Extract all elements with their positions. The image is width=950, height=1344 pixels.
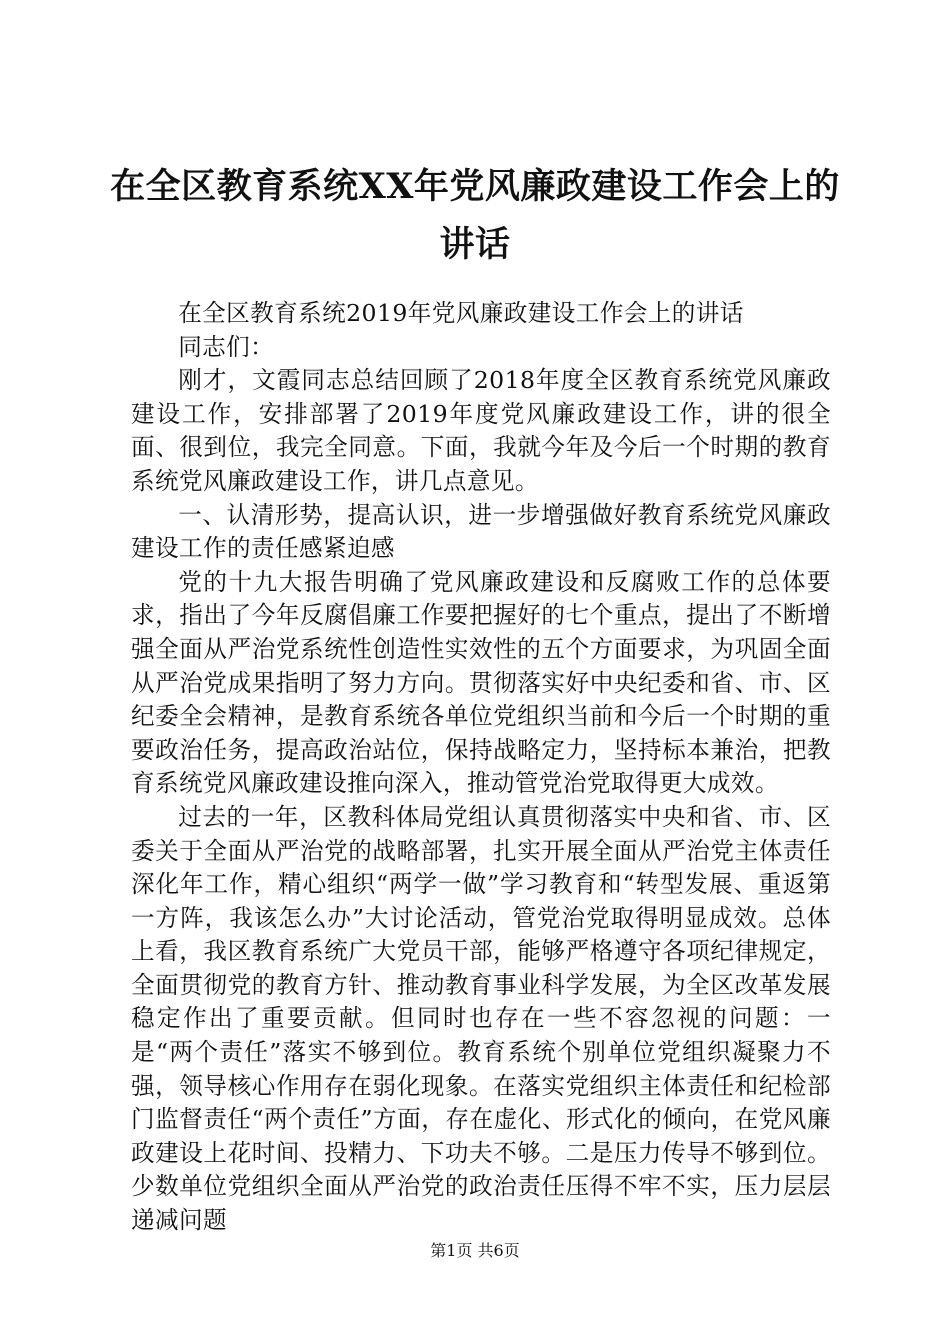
- body-paragraph: 党的十九大报告明确了党风廉政建设和反腐败工作的总体要求，指出了今年反腐倡廉工作要把握好的七个重点，提出了不断增强全面从严治党系统性创造性实效性的五个方面要求，为巩固全面从严治党成果指明了努力方向。贯彻落实好中央纪委和省、市、区纪委全会精神，是教育系统各单位党组织当前和今后一个时期的重要政治任务，提高政治站位，保持战略定力，坚持标本兼治，把教育系统党风廉政建设推向深入，推动管党治党取得更大成效。: [131, 567, 831, 798]
- section-heading: 一、认清形势，提高认识，进一步增强做好教育系统党风廉政建设工作的责任感紧迫感: [131, 500, 831, 563]
- document-body: [131, 297, 831, 1238]
- document-title: 在全区教育系统XX年党风廉政建设工作会上的讲话: [110, 166, 840, 265]
- salutation-paragraph: 同志们：: [178, 332, 275, 361]
- body-paragraph: 过去的一年，区教科体局党组认真贯彻落实中央和省、市、区委关于全面从严治党的战略部署，扎实开展全面从严治党主体责任深化年工作，精心组织“两学一做”学习教育和“转型发展、重返第一方阵，我该怎么办”大讨论活动，管党治党取得明显成效。总体上看，我区教育系统广大党员干部，能够严格遵守各项纪律规定，全面贯彻党的教育方针、推动教育事业科学发展，为全区改革发展稳定作出了重要贡献。但同时也存在一些不容忽视的问题：一是“两个责任”落实不够到位。教育系统个别单位党组织凝聚力不强，领导核心作用存在弱化现象。在落实党组织主体责任和纪检部门监督责任“两个责任”方面，存在虚化、形式化的倾向，在党风廉政建设上花时间、投精力、下功夫不够。二是压力传导不够到位。少数单位党组织全面从严治党的政治责任压得不牢不实，压力层层递减问题: [131, 802, 831, 1235]
- subtitle-paragraph: 在全区教育系统2019年党风廉政建设工作会上的讲话: [178, 299, 744, 327]
- body-paragraph: 刚才，文霞同志总结回顾了2018年度全区教育系统党风廉政建设工作，安排部署了2019年度党风廉政建设工作，讲的很全面、很到位，我完全同意。下面，我就今年及今后一个时期的教育系统党风廉政建设工作，讲几点意见。: [131, 366, 831, 495]
- page-number-footer: 第1页 共6页: [430, 1241, 520, 1260]
